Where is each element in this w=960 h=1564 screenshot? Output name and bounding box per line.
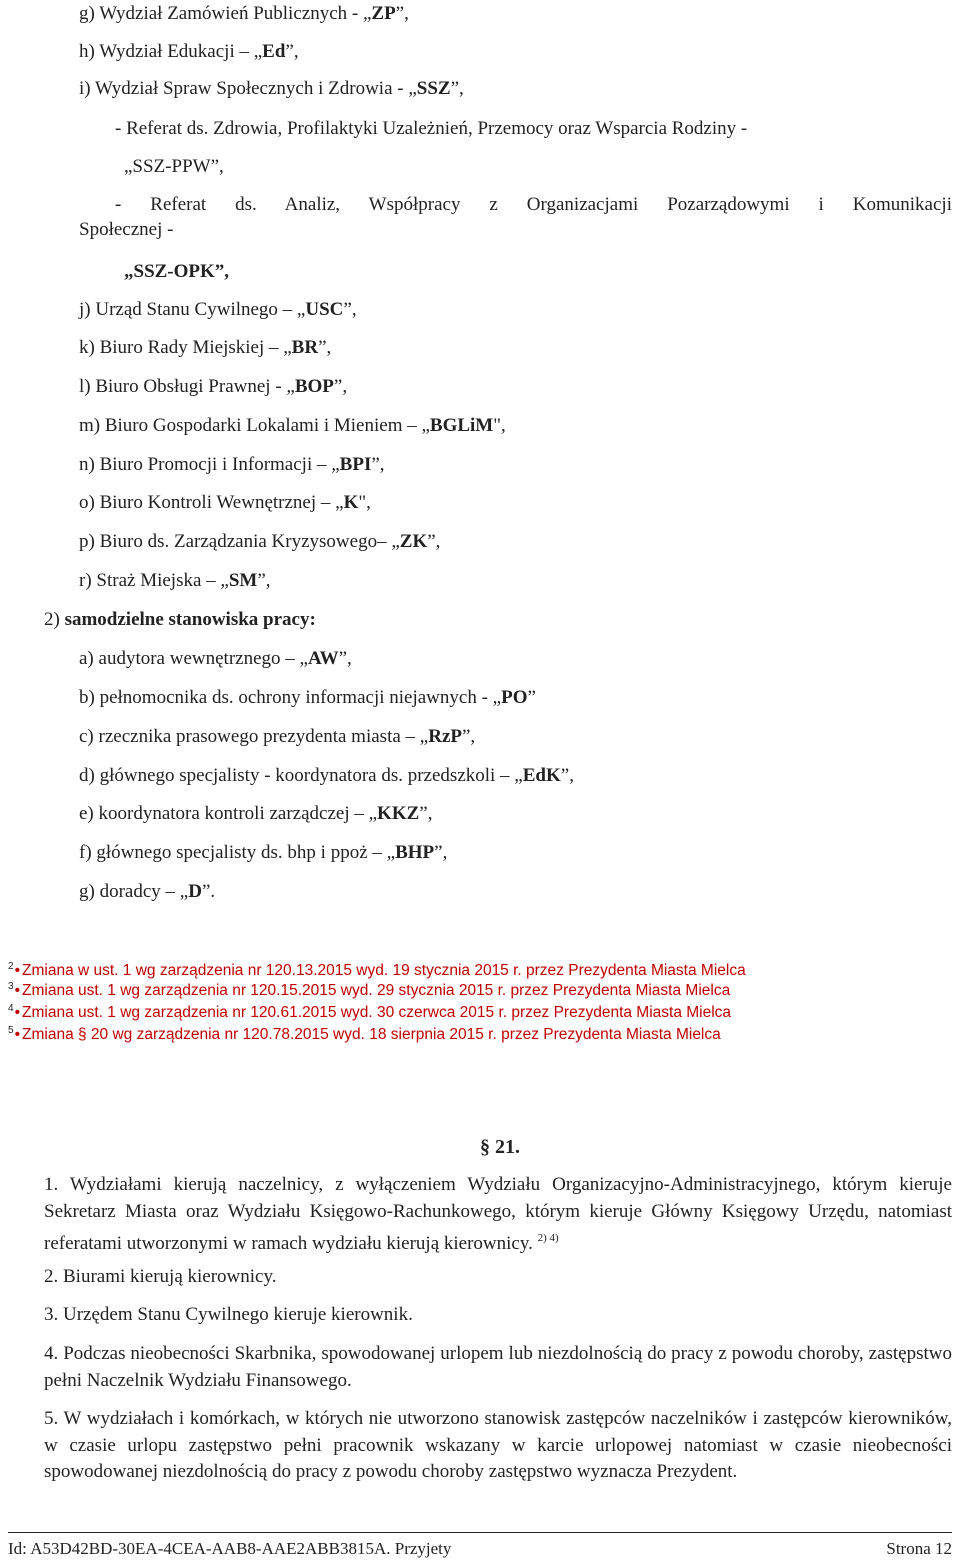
item-g2: g) doradcy – „D”. (79, 881, 216, 902)
footnote: $^2$• Zmiana w ust. 1 wg zarządzenia nr 120.13.2015 wyd. 19 stycznia 2015 r. przez Prezydenta Miasta Mielca (8, 961, 746, 979)
footer-rule (8, 1532, 952, 1533)
item-i: i) Wydział Spraw Społecznych i Zdrowia - „SSZ”, (79, 78, 464, 99)
item-h: h) Wydział Edukacji – „Ed”, (79, 41, 299, 62)
footnote: $^3$• Zmiana ust. 1 wg zarządzenia nr 120.15.2015 wyd. 29 stycznia 2015 r. przez Prezydenta Miasta Mielca (8, 981, 731, 999)
item-n: n) Biuro Promocji i Informacji – „BPI”, (79, 454, 385, 475)
section-heading: § 21. (480, 1136, 520, 1158)
referat-2-code: „SSZ-OPK”, (124, 261, 230, 282)
item-b: b) pełnomocnika ds. ochrony informacji niejawnych - „PO” (79, 687, 536, 708)
item-g: g) Wydział Zamówień Publicznych - „ZP”, (79, 3, 409, 24)
item-k: k) Biuro Rady Miejskiej – „BR”, (79, 337, 332, 358)
item-a: a) audytora wewnętrznego – „AW”, (79, 648, 352, 669)
item-j: j) Urząd Stanu Cywilnego – „USC”, (79, 299, 357, 320)
item-d: d) głównego specjalisty - koordynatora ds. przedszkoli – „EdK”, (79, 765, 574, 786)
paragraph-3: 3. Urzędem Stanu Cywilnego kieruje kierownik. (44, 1304, 413, 1325)
item-e: e) koordynatora kontroli zarządczej – „KKZ”, (79, 803, 433, 824)
item-m: m) Biuro Gospodarki Lokalami i Mieniem – „BGLiM", (79, 415, 506, 436)
document-id: Id: A53D42BD-30EA-4CEA-AAB8-AAE2ABB3815A. Przyjety (8, 1539, 452, 1558)
item-f: f) głównego specjalisty ds. bhp i ppoż – „BHP”, (79, 842, 448, 863)
paragraph-1: 1. Wydziałami kierują naczelnicy, z wyłączeniem Wydziału Organizacyjno-Administracyjnego, którym kieruje Sekretarz Miasta oraz Wydziału Księgowo-Rachunkowego, którym kieruje Główny Księgowy Urzędu, natomiast referatami utworzonymi w ramach wydziału kierują kierownicy. $^{2) 4)}$ (44, 1174, 952, 1254)
item-c: c) rzecznika prasowego prezydenta miasta – „RzP”, (79, 726, 476, 747)
item-r: r) Straż Miejska – „SM”, (79, 570, 271, 591)
page-number: Strona 12 (886, 1539, 952, 1558)
paragraph-4: 4. Podczas nieobecności Skarbnika, spowodowanej urlopem lub niezdolnością do pracy z powodu choroby, zastępstwo pełni Naczelnik Wydziału Finansowego. (44, 1343, 952, 1391)
referat-1: - Referat ds. Zdrowia, Profilaktyki Uzależnień, Przemocy oraz Wsparcia Rodziny - (115, 118, 748, 139)
section-2-heading: 2) samodzielne stanowiska pracy: (44, 609, 316, 630)
item-o: o) Biuro Kontroli Wewnętrznej – „K", (79, 492, 371, 513)
referat-1-code: „SSZ-PPW”, (124, 156, 224, 177)
referat-2-cont: Społecznej - (79, 219, 174, 240)
item-l: l) Biuro Obsługi Prawnej - „BOP”, (79, 376, 348, 397)
paragraph-2: 2. Biurami kierują kierownicy. (44, 1266, 277, 1287)
paragraph-5: 5. W wydziałach i komórkach, w których nie utworzono stanowisk zastępców naczelników i zastępców kierowników, w czasie urlopu zastępstwo pełni pracownik wskazany w karcie urlopowej natomiast w czasie nieobecności spowodowanej niezdolnością do pracy z powodu choroby zastępstwo wyznacza Prezydent. (44, 1408, 952, 1482)
footnote: $^4$• Zmiana ust. 1 wg zarządzenia nr 120.61.2015 wyd. 30 czerwca 2015 r. przez Prezydenta Miasta Mielca (8, 1003, 732, 1021)
item-p: p) Biuro ds. Zarządzania Kryzysowego– „ZK”, (79, 531, 441, 552)
footnote: $^5$• Zmiana § 20 wg zarządzenia nr 120.78.2015 wyd. 18 sierpnia 2015 r. przez Prezydenta Miasta Mielca (8, 1025, 721, 1043)
referat-2: - Referat ds. Analiz, Współpracy z Organizacjami Pozarządowymi i Komunikacji (115, 194, 952, 215)
